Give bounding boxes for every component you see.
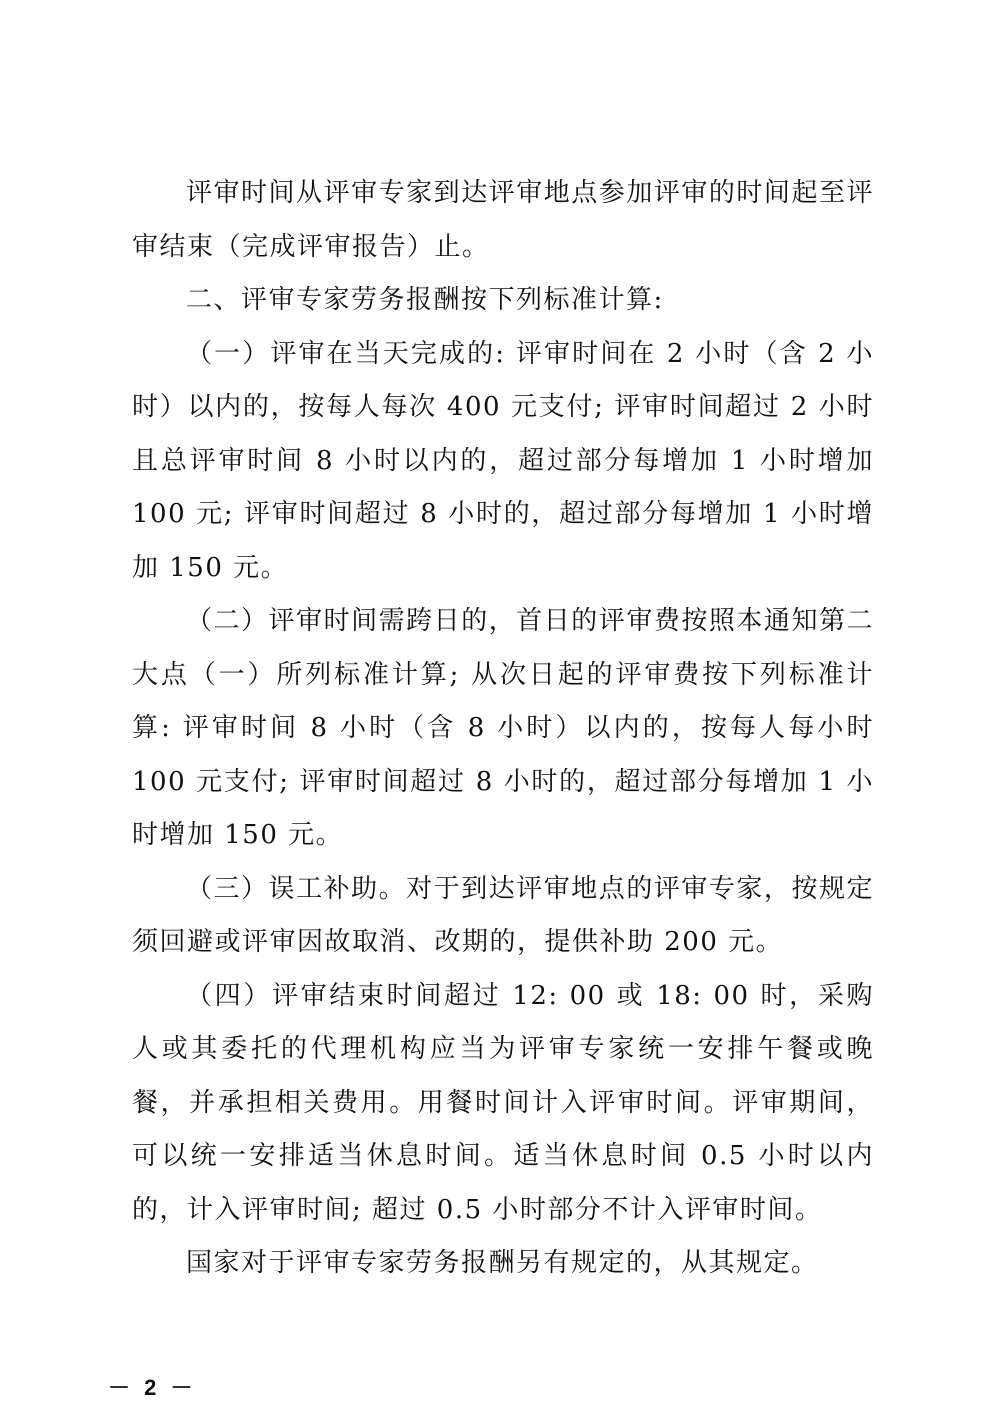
body-text bbox=[132, 167, 874, 1291]
paragraph-multi-day-review: （二）评审时间需跨日的，首日的评审费按照本通知第二大点（一）所列标准计算; 从次日起的评审费按下列标准计算: 评审时间 8 小时（含 8 小时）以内的，按每人每小时 100 元支付; 评审时间超过 8 小时的，超过部分每增加 1 小时增加 150 元。 bbox=[132, 606, 874, 850]
paragraph-review-time-definition: 评审时间从评审专家到达评审地点参加评审的时间起至评审结束（完成评审报告）止。 bbox=[132, 178, 874, 262]
page-number: － 2 － bbox=[108, 1375, 197, 1400]
paragraph-same-day-review: （一）评审在当天完成的: 评审时间在 2 小时（含 2 小时）以内的，按每人每次 400 元支付; 评审时间超过 2 小时且总评审时间 8 小时以内的，超过部分每增加 1 小时增加 100 元; 评审时间超过 8 小时的，超过部分每增加 1 小时增加 150 元。 bbox=[132, 338, 874, 583]
paragraph-lost-work-subsidy: （三）误工补助。对于到达评审地点的评审专家，按规定须回避或评审因故取消、改期的，提供补助 200 元。 bbox=[132, 873, 874, 957]
paragraph-section-two-heading: 二、评审专家劳务报酬按下列标准计算: bbox=[186, 285, 664, 315]
paragraph-meal-and-rest: （四）评审结束时间超过 12: 00 或 18: 00 时，采购人或其委托的代理机构应当为评审专家统一安排午餐或晚餐，并承担相关费用。用餐时间计入评审时间。评审期间，可以统一安排适当休息时间。适当休息时间 0.5 小时以内的，计入评审时间; 超过 0.5 小时部分不计入评审时间。 bbox=[132, 980, 874, 1225]
paragraph-national-rules: 国家对于评审专家劳务报酬另有规定的，从其规定。 bbox=[186, 1248, 819, 1278]
